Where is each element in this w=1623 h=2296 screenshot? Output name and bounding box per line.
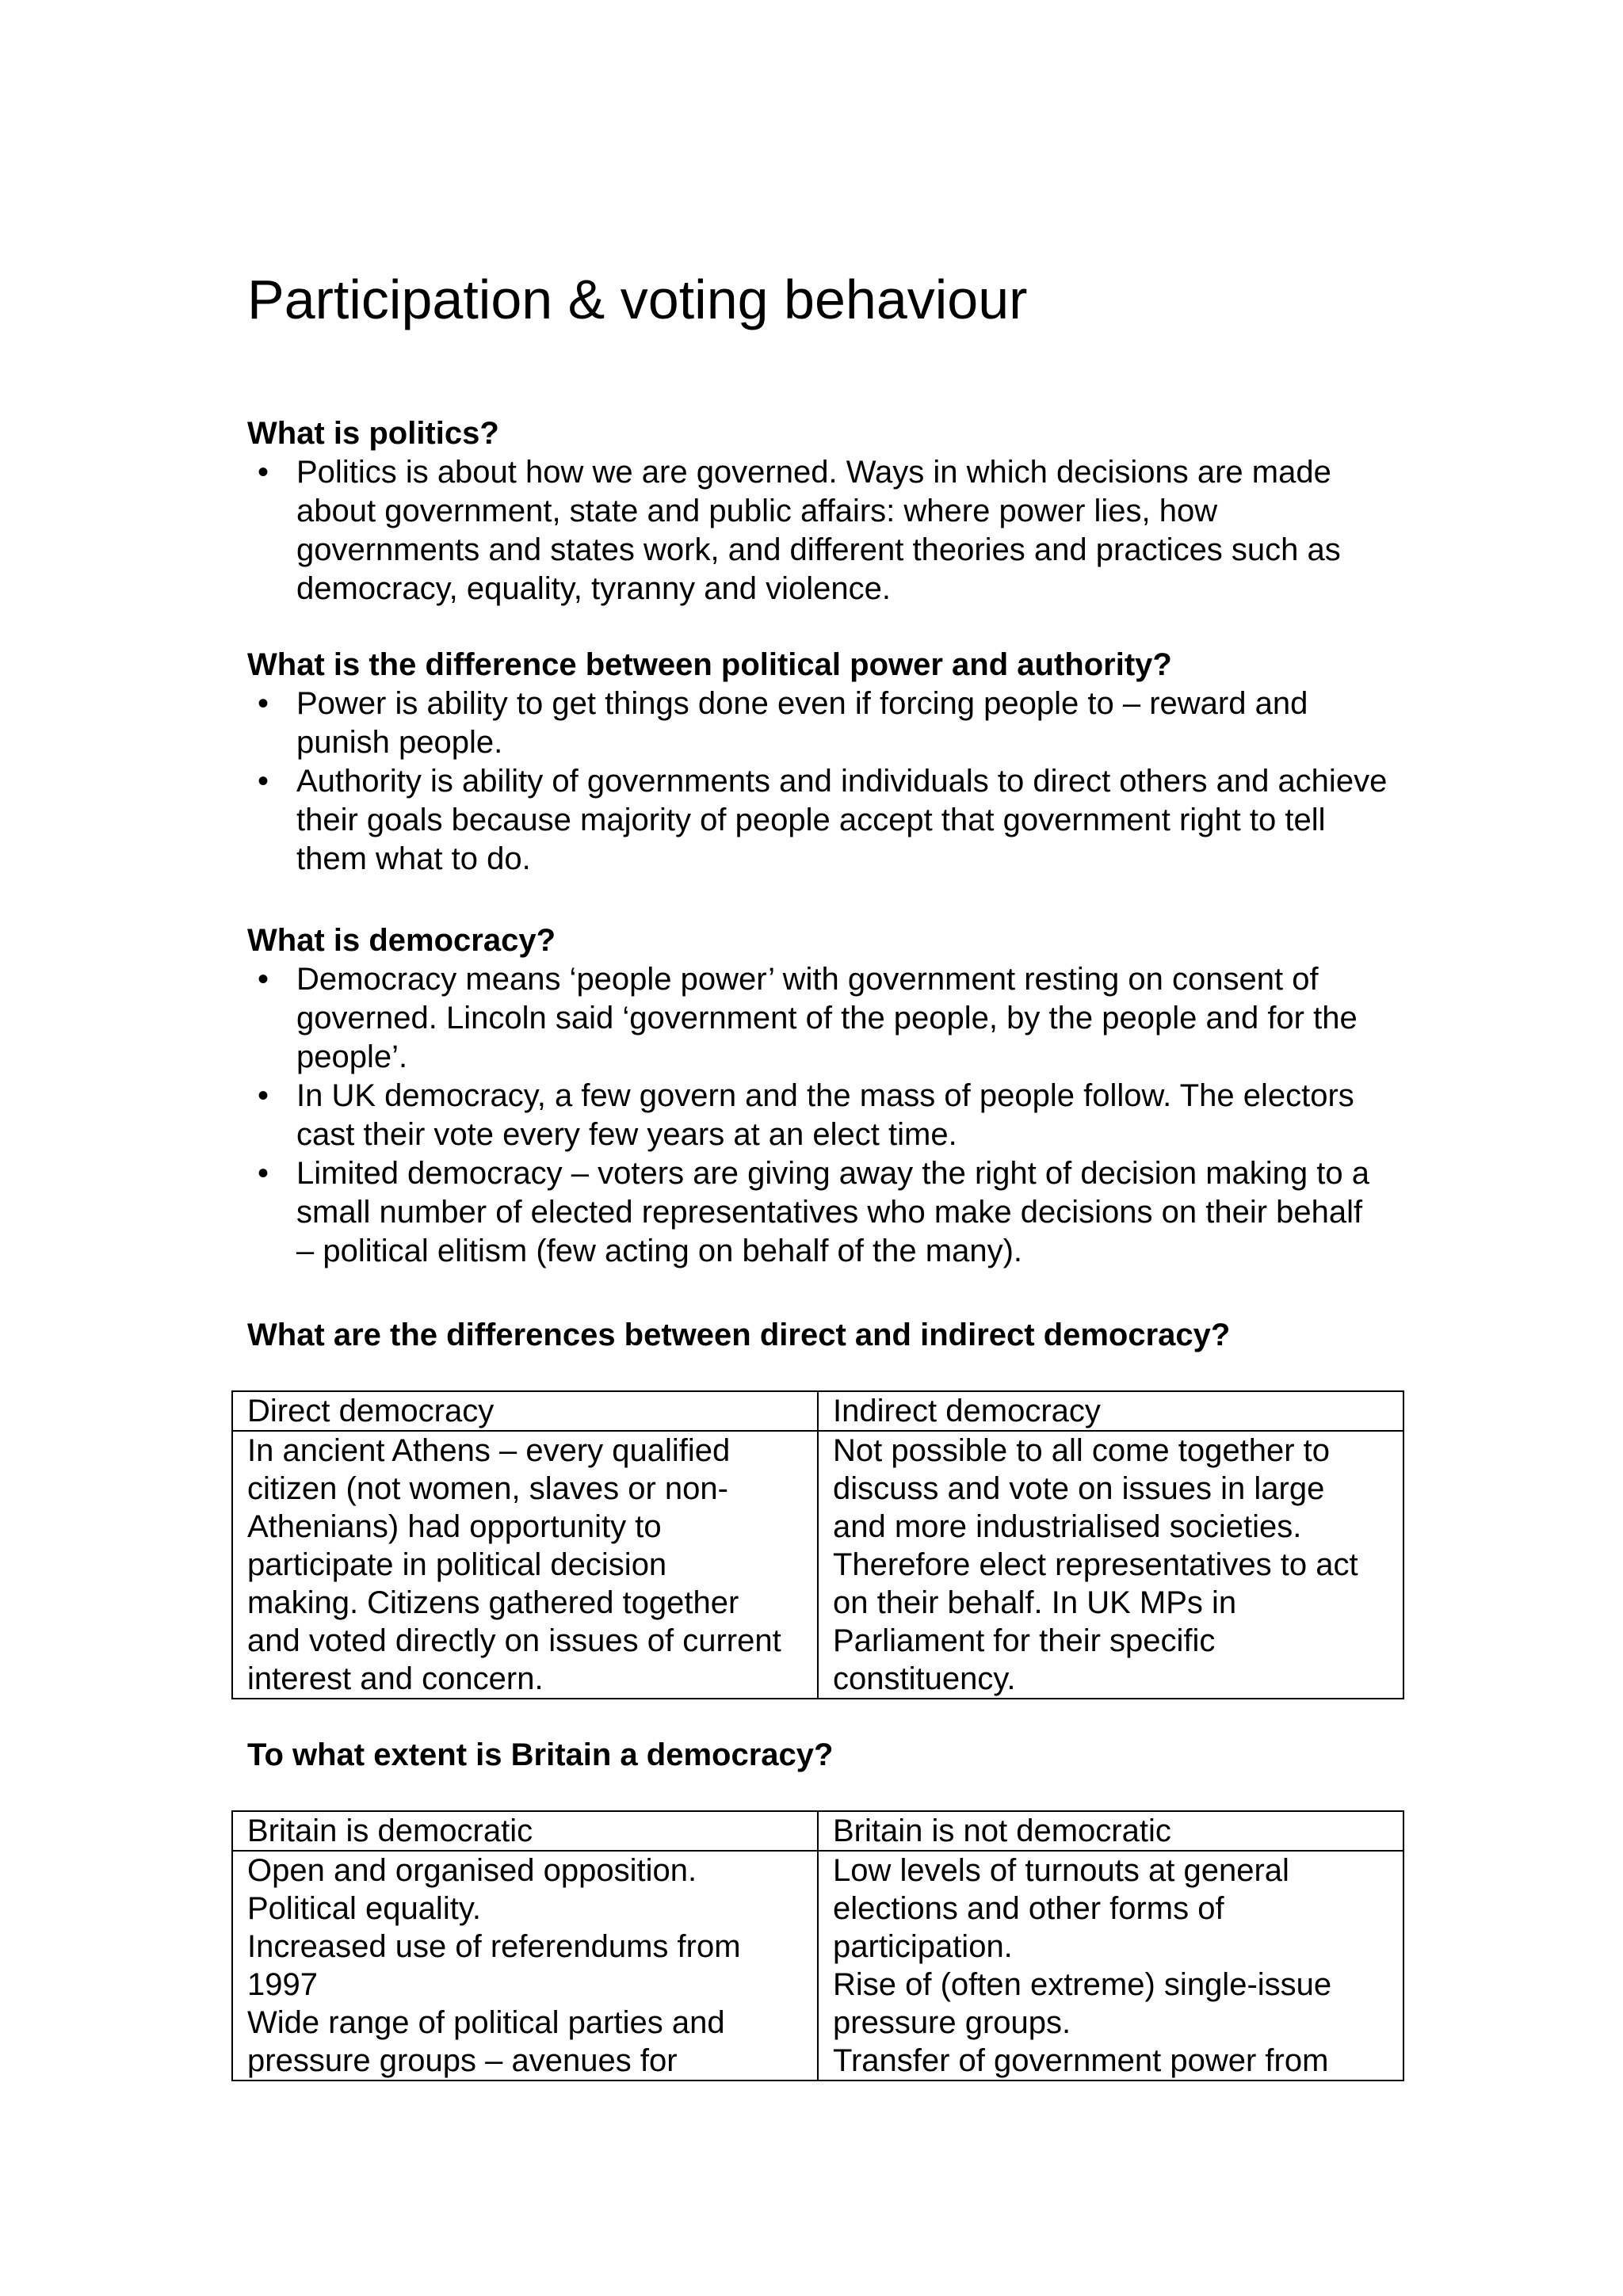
cell-text-line: participation. — [833, 1929, 1013, 1964]
section-heading: What are the differences between direct and indirect democracy? — [247, 1318, 1231, 1352]
cell-text-line: Transfer of government power from — [833, 2043, 1329, 2078]
cell-text-line: Wide range of political parties and — [247, 2005, 725, 2040]
list-item-text: Politics is about how we are governed. Ways in which decisions are made about government, state and public affairs: where power lies, how governments and states work, and different theories and practices such as democracy, equality, tyranny and violence. — [296, 455, 1341, 606]
section-power-authority — [247, 645, 1388, 879]
table-cell — [818, 1431, 1403, 1699]
bullet-list — [247, 685, 1388, 879]
list-item — [247, 960, 1388, 1077]
cell-text-line: and voted directly on issues of current — [247, 1623, 781, 1658]
cell-text-line: In ancient Athens – every qualified — [247, 1433, 731, 1468]
section-heading: What is the difference between political power and authority? — [247, 647, 1172, 682]
cell-text-line: and more industrialised societies. — [833, 1509, 1302, 1544]
cell-text-line: making. Citizens gathered together — [247, 1585, 739, 1620]
bullet-icon: • — [257, 455, 269, 490]
list-item — [247, 453, 1388, 608]
table-row — [232, 1431, 1403, 1699]
cell-text-line: Therefore elect representatives to act — [833, 1547, 1358, 1582]
cell-text-line: on their behalf. In UK MPs in — [833, 1585, 1237, 1620]
list-item — [247, 685, 1388, 762]
table-header-row — [232, 1391, 1403, 1431]
bullet-list — [247, 453, 1388, 608]
table-header-cell: Indirect democracy — [818, 1391, 1403, 1431]
bullet-icon: • — [257, 686, 269, 721]
list-item-text: Authority is ability of governments and individuals to direct others and achieve their goals because majority of people accept that government right to tell them what to do. — [296, 764, 1388, 876]
direct-indirect-table — [231, 1390, 1404, 1699]
bullet-icon: • — [257, 962, 269, 997]
cell-text-line: elections and other forms of — [833, 1891, 1224, 1926]
section-democracy — [247, 921, 1388, 1271]
cell-text-line: Low levels of turnouts at general — [833, 1853, 1289, 1888]
cell-text-line: Political equality. — [247, 1891, 481, 1926]
bullet-icon: • — [257, 1078, 269, 1113]
list-item-text: In UK democracy, a few govern and the mass of people follow. The electors cast their vote every few years at an elect time. — [296, 1078, 1354, 1152]
cell-text-line: Open and organised opposition. — [247, 1853, 697, 1888]
section-heading: What is politics? — [247, 416, 499, 451]
cell-text-line: constituency. — [833, 1661, 1016, 1696]
table-cell — [818, 1851, 1403, 2081]
cell-text-line: Athenians) had opportunity to — [247, 1509, 662, 1544]
cell-text-line: 1997 — [247, 1967, 318, 2002]
britain-democracy-table — [231, 1810, 1404, 2081]
cell-text-line: interest and concern. — [247, 1661, 544, 1696]
section-heading: What is democracy? — [247, 923, 556, 958]
table-row — [232, 1851, 1403, 2081]
bullet-list — [247, 960, 1388, 1271]
list-item-text: Limited democracy – voters are giving away the right of decision making to a small number of elected representatives who make decisions on their behalf – political elitism (few acting on behalf of the many). — [296, 1156, 1370, 1268]
table-cell — [232, 1851, 818, 2081]
bullet-icon: • — [257, 764, 269, 799]
cell-text-line: Parliament for their specific — [833, 1623, 1216, 1658]
list-item — [247, 762, 1388, 879]
cell-text-line: citizen (not women, slaves or non- — [247, 1471, 728, 1506]
section-heading: To what extent is Britain a democracy? — [247, 1737, 834, 1772]
table-header-row — [232, 1811, 1403, 1851]
list-item — [247, 1077, 1388, 1154]
table-header-cell: Britain is not democratic — [818, 1811, 1403, 1851]
section-direct-indirect — [247, 1315, 1388, 1355]
table-header-cell: Britain is democratic — [232, 1811, 818, 1851]
table-header-cell: Direct democracy — [232, 1391, 818, 1431]
page-title: Participation & voting behaviour — [247, 269, 1028, 330]
section-britain-democracy — [247, 1735, 1388, 1775]
cell-text-line: pressure groups – avenues for — [247, 2043, 678, 2078]
list-item — [247, 1154, 1388, 1271]
bullet-icon: • — [257, 1156, 269, 1191]
section-politics — [247, 414, 1388, 608]
cell-text-line: discuss and vote on issues in large — [833, 1471, 1325, 1506]
list-item-text: Democracy means ‘people power’ with government resting on consent of governed. Lincoln said ‘government of the people, by the people and for the people’. — [296, 962, 1358, 1074]
cell-text-line: pressure groups. — [833, 2005, 1071, 2040]
cell-text-line: Increased use of referendums from — [247, 1929, 741, 1964]
cell-text-line: Not possible to all come together to — [833, 1433, 1331, 1468]
cell-text-line: Rise of (often extreme) single-issue — [833, 1967, 1332, 2002]
table-cell — [232, 1431, 818, 1699]
cell-text-line: participate in political decision — [247, 1547, 667, 1582]
list-item-text: Power is ability to get things done even if forcing people to – reward and punish people. — [296, 686, 1308, 760]
